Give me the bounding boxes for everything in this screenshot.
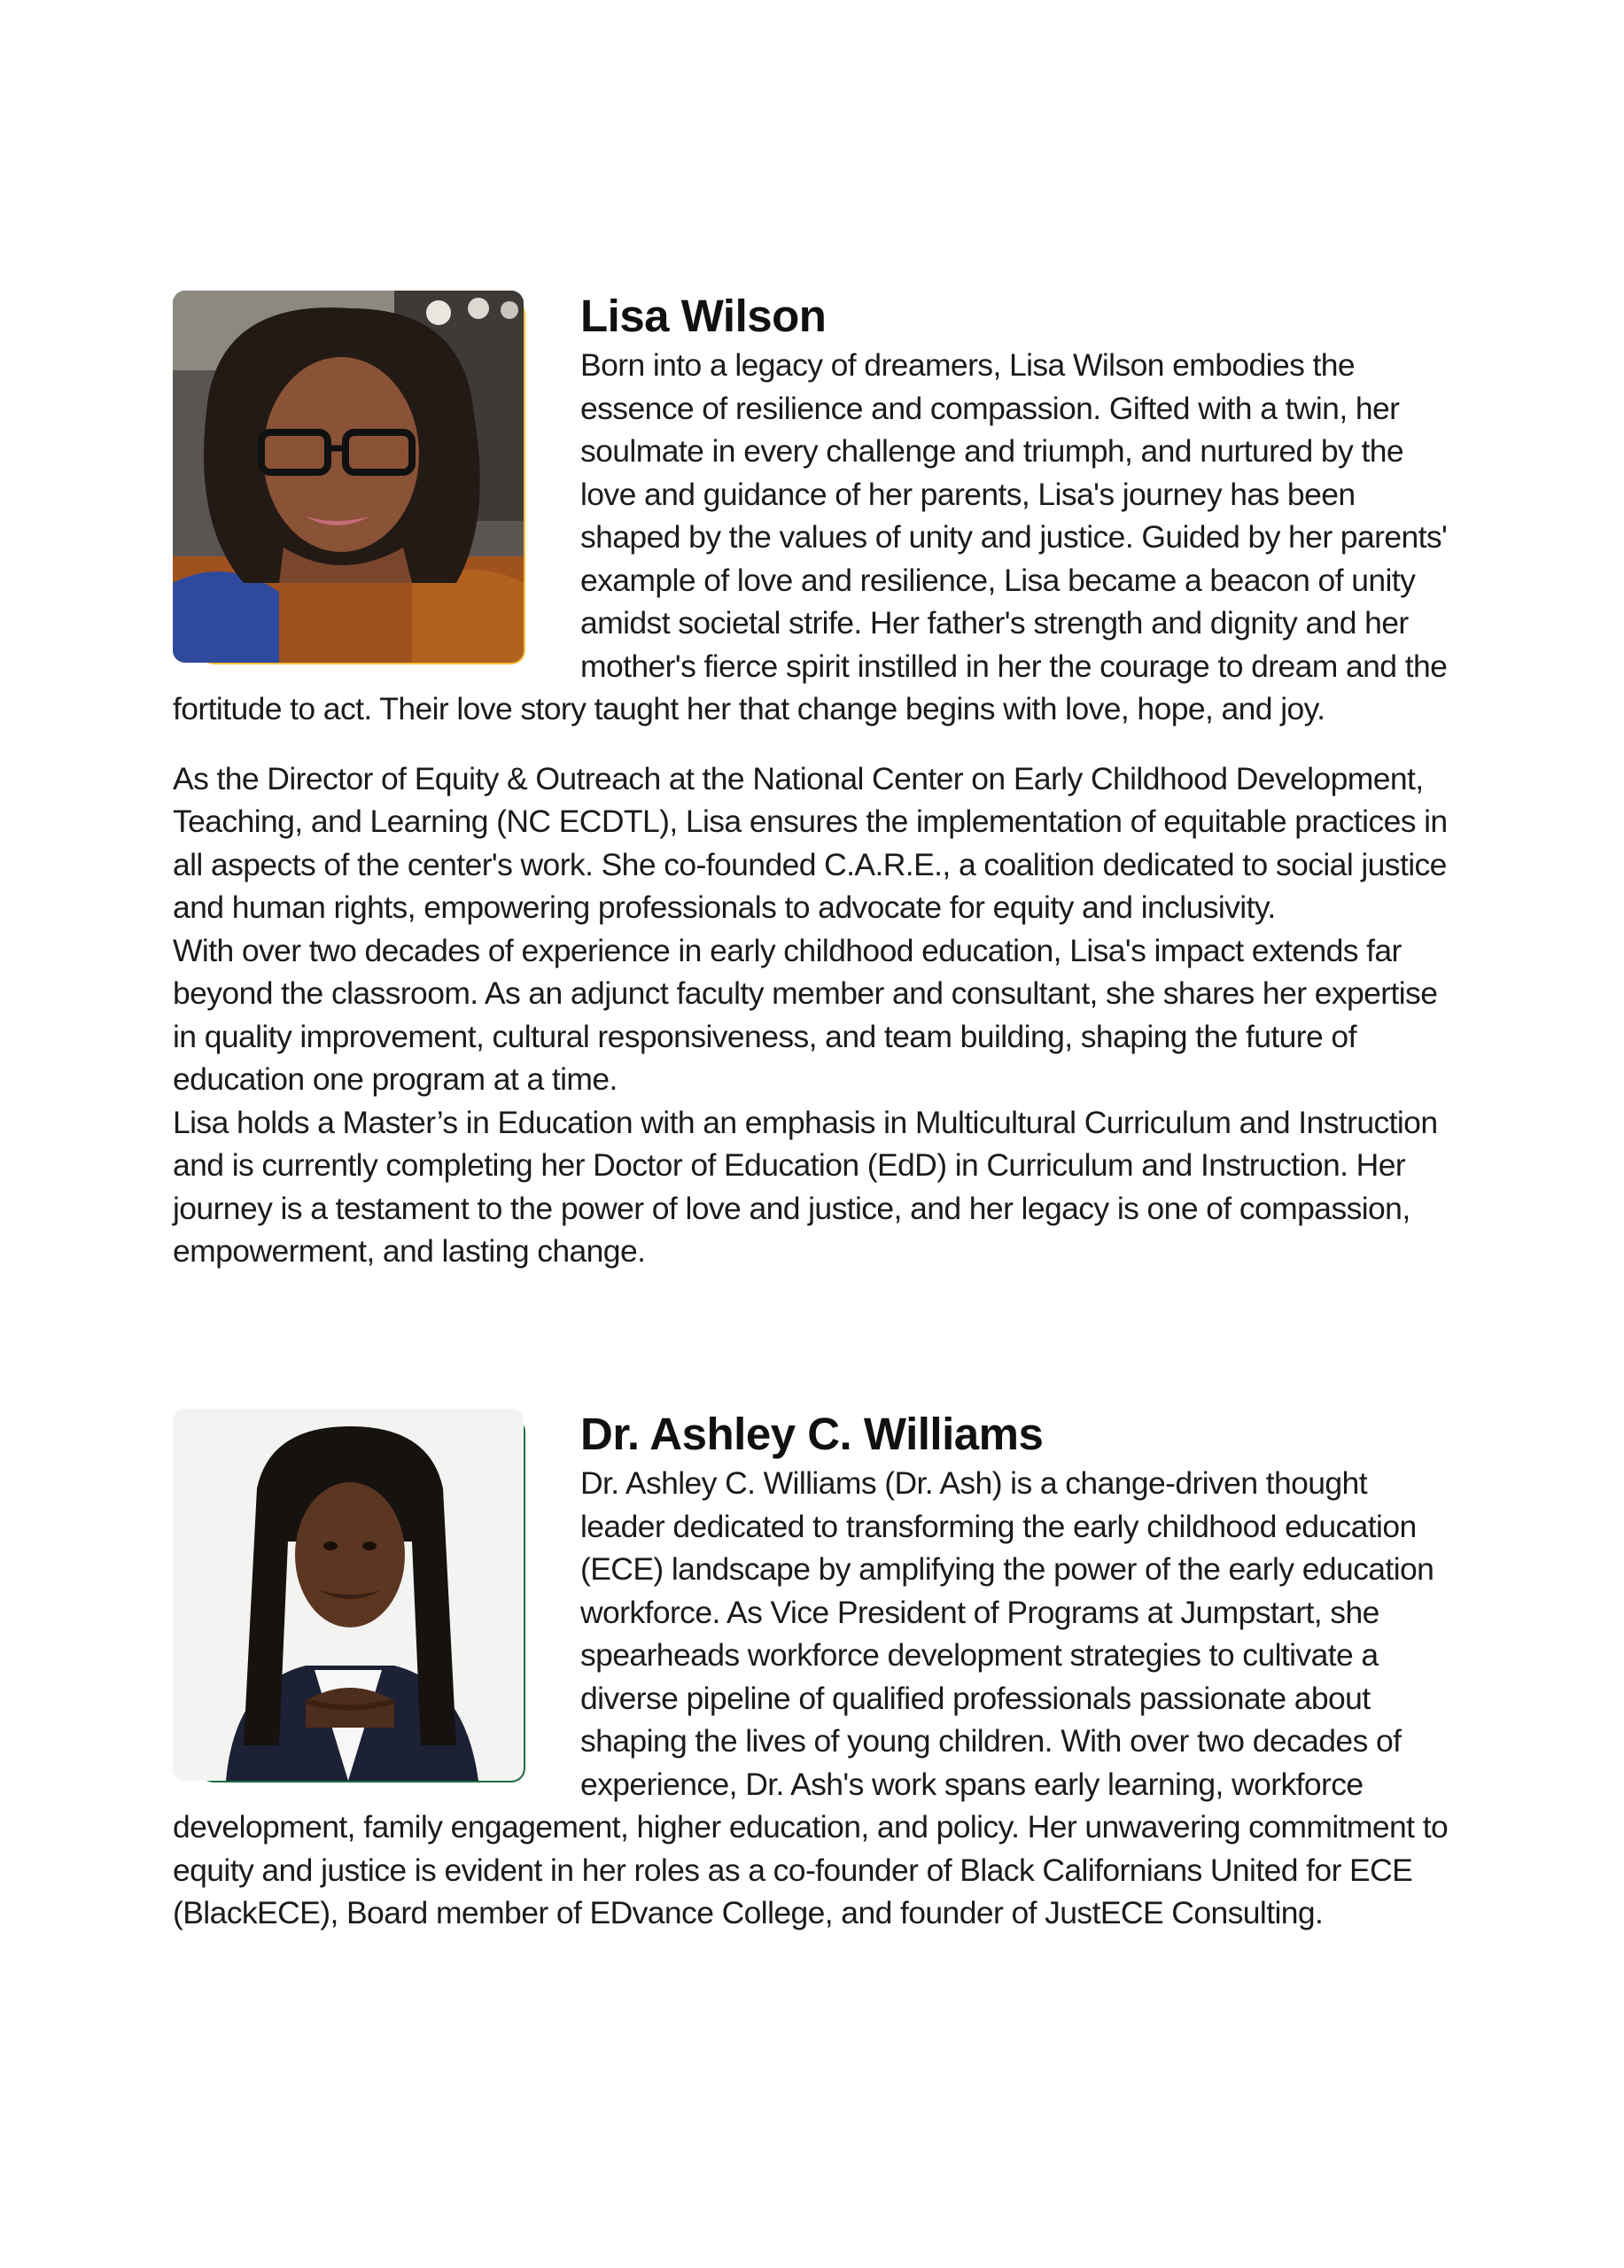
photo-frame — [173, 1409, 525, 1783]
bio-paragraph: Dr. Ashley C. Williams (Dr. Ash) is a change-driven thought leader dedicated to transforming the early childhood education (ECE) landscape by amplifying the power of the early education workforce. As Vice President of Programs at Jumpstart, she spearheads workforce development strategies to cultivate a diverse pipeline of qualified professionals passionate about shaping the lives of young children. With over two decades of experience, Dr. Ash's work spans early learning, workforce development, family engagement, higher education, and policy. Her unwavering commitment to equity and justice is evident in her roles as a co-founder of Black Californians United for ECE (BlackECE), Board member of EDvance College, and founder of JustECE Consulting. — [173, 1465, 1449, 1930]
bio-paragraph: Lisa holds a Master’s in Education with an emphasis in Multicultural Curriculum and Instruction and is currently completing her Doctor of Education (EdD) in Curriculum and Instruction. Her journey is a testament to the power of love and justice, and her legacy is one of compassion, empowerment, and lasting change. — [173, 1104, 1438, 1269]
portrait-ashley-williams — [173, 1409, 524, 1781]
photo-frame — [173, 291, 525, 664]
profile-ashley-williams — [173, 1409, 1449, 1935]
bio-paragraph: As the Director of Equity & Outreach at the National Center on Early Childhood Development, Teaching, and Learning (NC ECDTL), Lisa ensures the implementation of equitable practices in all aspects of the center's work. She co-founded C.A.R.E., a coalition dedicated to social justice and human rights, empowering professionals to advocate for equity and inclusivity. — [173, 760, 1448, 925]
bio-paragraph: With over two decades of experience in early childhood education, Lisa's impact extends far beyond the classroom. As an adjunct faculty member and consultant, she shares her expertise in quality improvement, cultural responsiveness, and team building, shaping the future of education one program at a time. — [173, 932, 1438, 1097]
portrait-photo — [173, 1409, 524, 1781]
profile-name: Lisa Wilson — [580, 291, 827, 341]
bio-paragraph: Born into a legacy of dreamers, Lisa Wilson embodies the essence of resilience and compassion. Gifted with a twin, her soulmate in every challenge and triumph, and nurtured by the love and guidance of her parents, Lisa's journey has been shaped by the values of unity and justice. Guided by her parents' example of love and resilience, Lisa became a beacon of unity amidst societal strife. Her father's strength and dignity and her mother's fierce spirit instilled in her the courage to dream and the fortitude to act. Their love story taught her that change begins with love, hope, and joy. — [173, 347, 1448, 726]
profile-name: Dr. Ashley C. Williams — [580, 1409, 1044, 1459]
portrait-photo — [173, 291, 524, 663]
portrait-lisa-wilson — [173, 291, 524, 663]
profile-lisa-wilson — [173, 291, 1449, 1273]
